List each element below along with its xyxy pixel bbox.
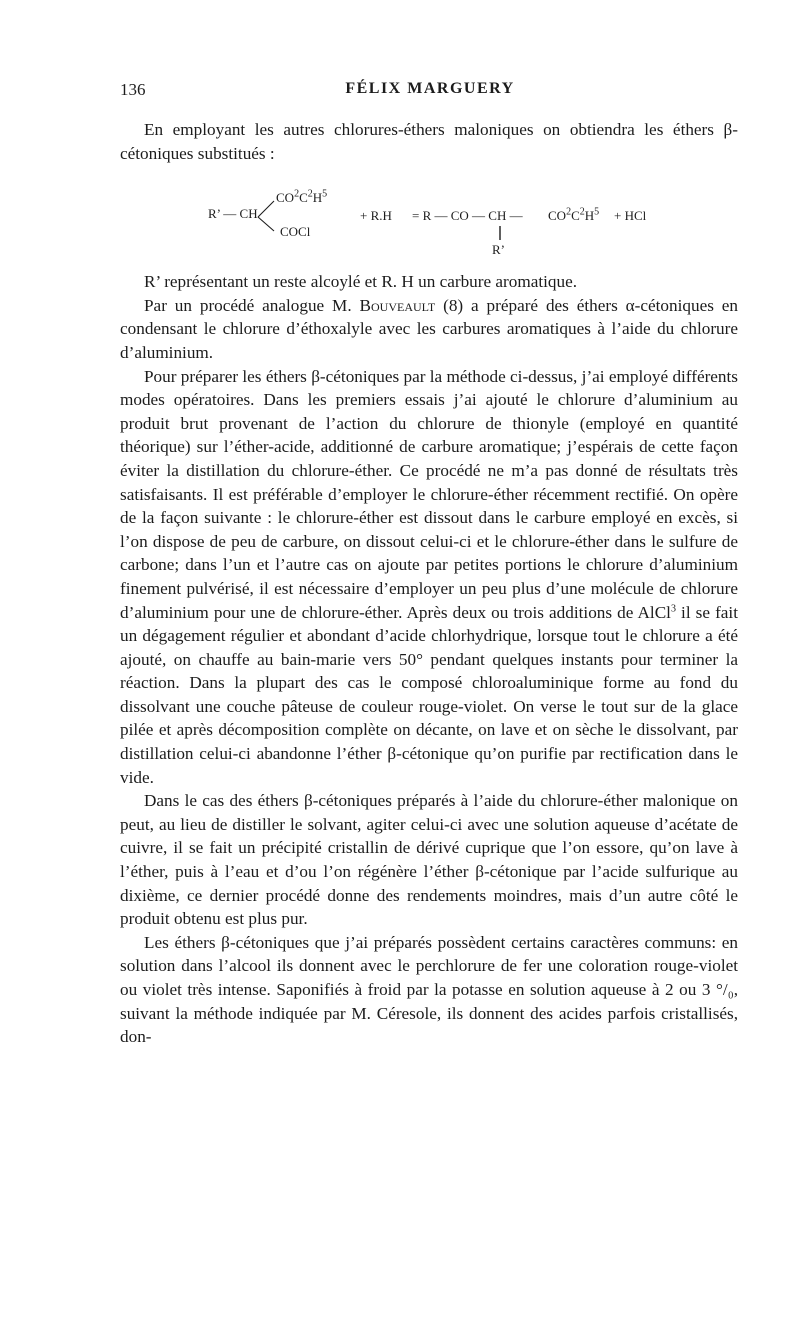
paragraph-4: Pour préparer les éthers β-cétoniques par la méthode ci-dessus, j’ai employé différents modes opératoires. Dans les premiers essais j’ai ajouté le chlorure d’aluminium au produit brut provenant de l’action du chlorure de thionyle (employé en quantité théorique) sur l’éther-acide, additionné de carbure aromatique; j’espérais de cette façon éviter la distillation du chlorure-éther. Ce procédé ne m’a pas donné de résultats très satisfaisants. Il est préférable d’employer le chlorure-éther récemment rectifié. On opère de la façon suivante : le chlorure-éther est dissout dans le carbure employé en excès, si l’on dispose de peu de carbure, on dissout celui-ci et le chlorure-éther dans le sulfure de carbone; dans l’un et l’autre cas on ajoute par petites portions le chlorure d’aluminium finement pulvérisé, il est nécessaire d’employer un peu plus d’une molécule de chlorure d’aluminium pour une de chlorure-éther. Après deux ou trois additions de AlCl$^3$ il se fait un dégagement régulier et abondant d’acide chlorhydrique, lorsque tout le chlorure a été ajouté, on chauffe au bain-marie vers 50° pendant quelques instants pour terminer la réaction. Dans la plupart des cas le composé chloroaluminique forme au fond du dissolvant une couche pâteuse de couleur rouge-violet. On verse le tout sur de la glace pilée et après décomposition complète on décante, on lave et on sèche le dissolvant, par distillation celui-ci abandonne l’éther β-cétonique qu’on purifie par rectification dans le vide.	[120, 366, 738, 787]
formula-product: = R — CO — CH —	[412, 208, 523, 224]
paragraph-3: Par un procédé analogue M. Bouveault (8) a préparé des éthers α-cétoniques en condensant le chlorure d’éthoxalyle avec les carbures aromatiques à l’aide du chlorure d’aluminium.	[120, 295, 738, 362]
formula-cocl: COCl	[280, 224, 311, 240]
formula-co2c2h5-product: $CO^2C^2H^5$	[548, 206, 600, 224]
formula-plus-rh: + R.H	[360, 208, 392, 224]
paragraph-5: Dans le cas des éthers β-cétoniques préparés à l’aide du chlorure-éther malonique on peut, au lieu de distiller le solvant, agiter celui-ci avec une solution aqueuse d’acétate de cuivre, il se fait un précipité cristallin de dérivé cuprique que l’on essore, qu’on lave à l’éther, puis à l’eau et d’ou l’on régénère l’éther β-cétonique par l’acide sulfurique au dixième, ce dernier procédé donne des rendements moindres, mais d’un autre côté le produit obtenu est plus pur.	[120, 791, 738, 929]
running-title: FÉLIX MARGUERY	[345, 80, 515, 97]
paragraph-1: En employant les autres chlorures-éthers maloniques on obtiendra les éthers β-cétoniques substitués :	[120, 120, 738, 163]
formula-r-ch: R’ — CH	[208, 206, 258, 222]
bond-line	[495, 225, 505, 241]
paragraph-6: Les éthers β-cétoniques que j’ai préparés possèdent certains caractères communs: en solution dans l’alcool ils donnent avec le perchlorure de fer une coloration rouge-violet ou violet très intense. Saponifiés à froid par la potasse en solution aqueuse à 2 ou 3 °/₀, suivant la méthode indiquée par M. Céresole, ils donnent des acides parfois cristallisés, don-	[120, 932, 738, 1047]
formula-plus-hcl: + HCl	[614, 208, 647, 224]
author-bouveault: Bouveault	[359, 295, 436, 315]
branch-lines	[256, 197, 278, 235]
body-text	[120, 118, 738, 1049]
page-number: 136	[120, 80, 146, 99]
paragraph-2: R’ représentant un reste alcoylé et R. H un carbure aromatique.	[144, 272, 578, 292]
page-header	[120, 80, 740, 106]
formula-co2c2h5-top: $CO^2C^2H^5$	[276, 188, 328, 206]
formula-sub-r: R’	[492, 242, 505, 258]
reaction-formula	[120, 167, 738, 262]
